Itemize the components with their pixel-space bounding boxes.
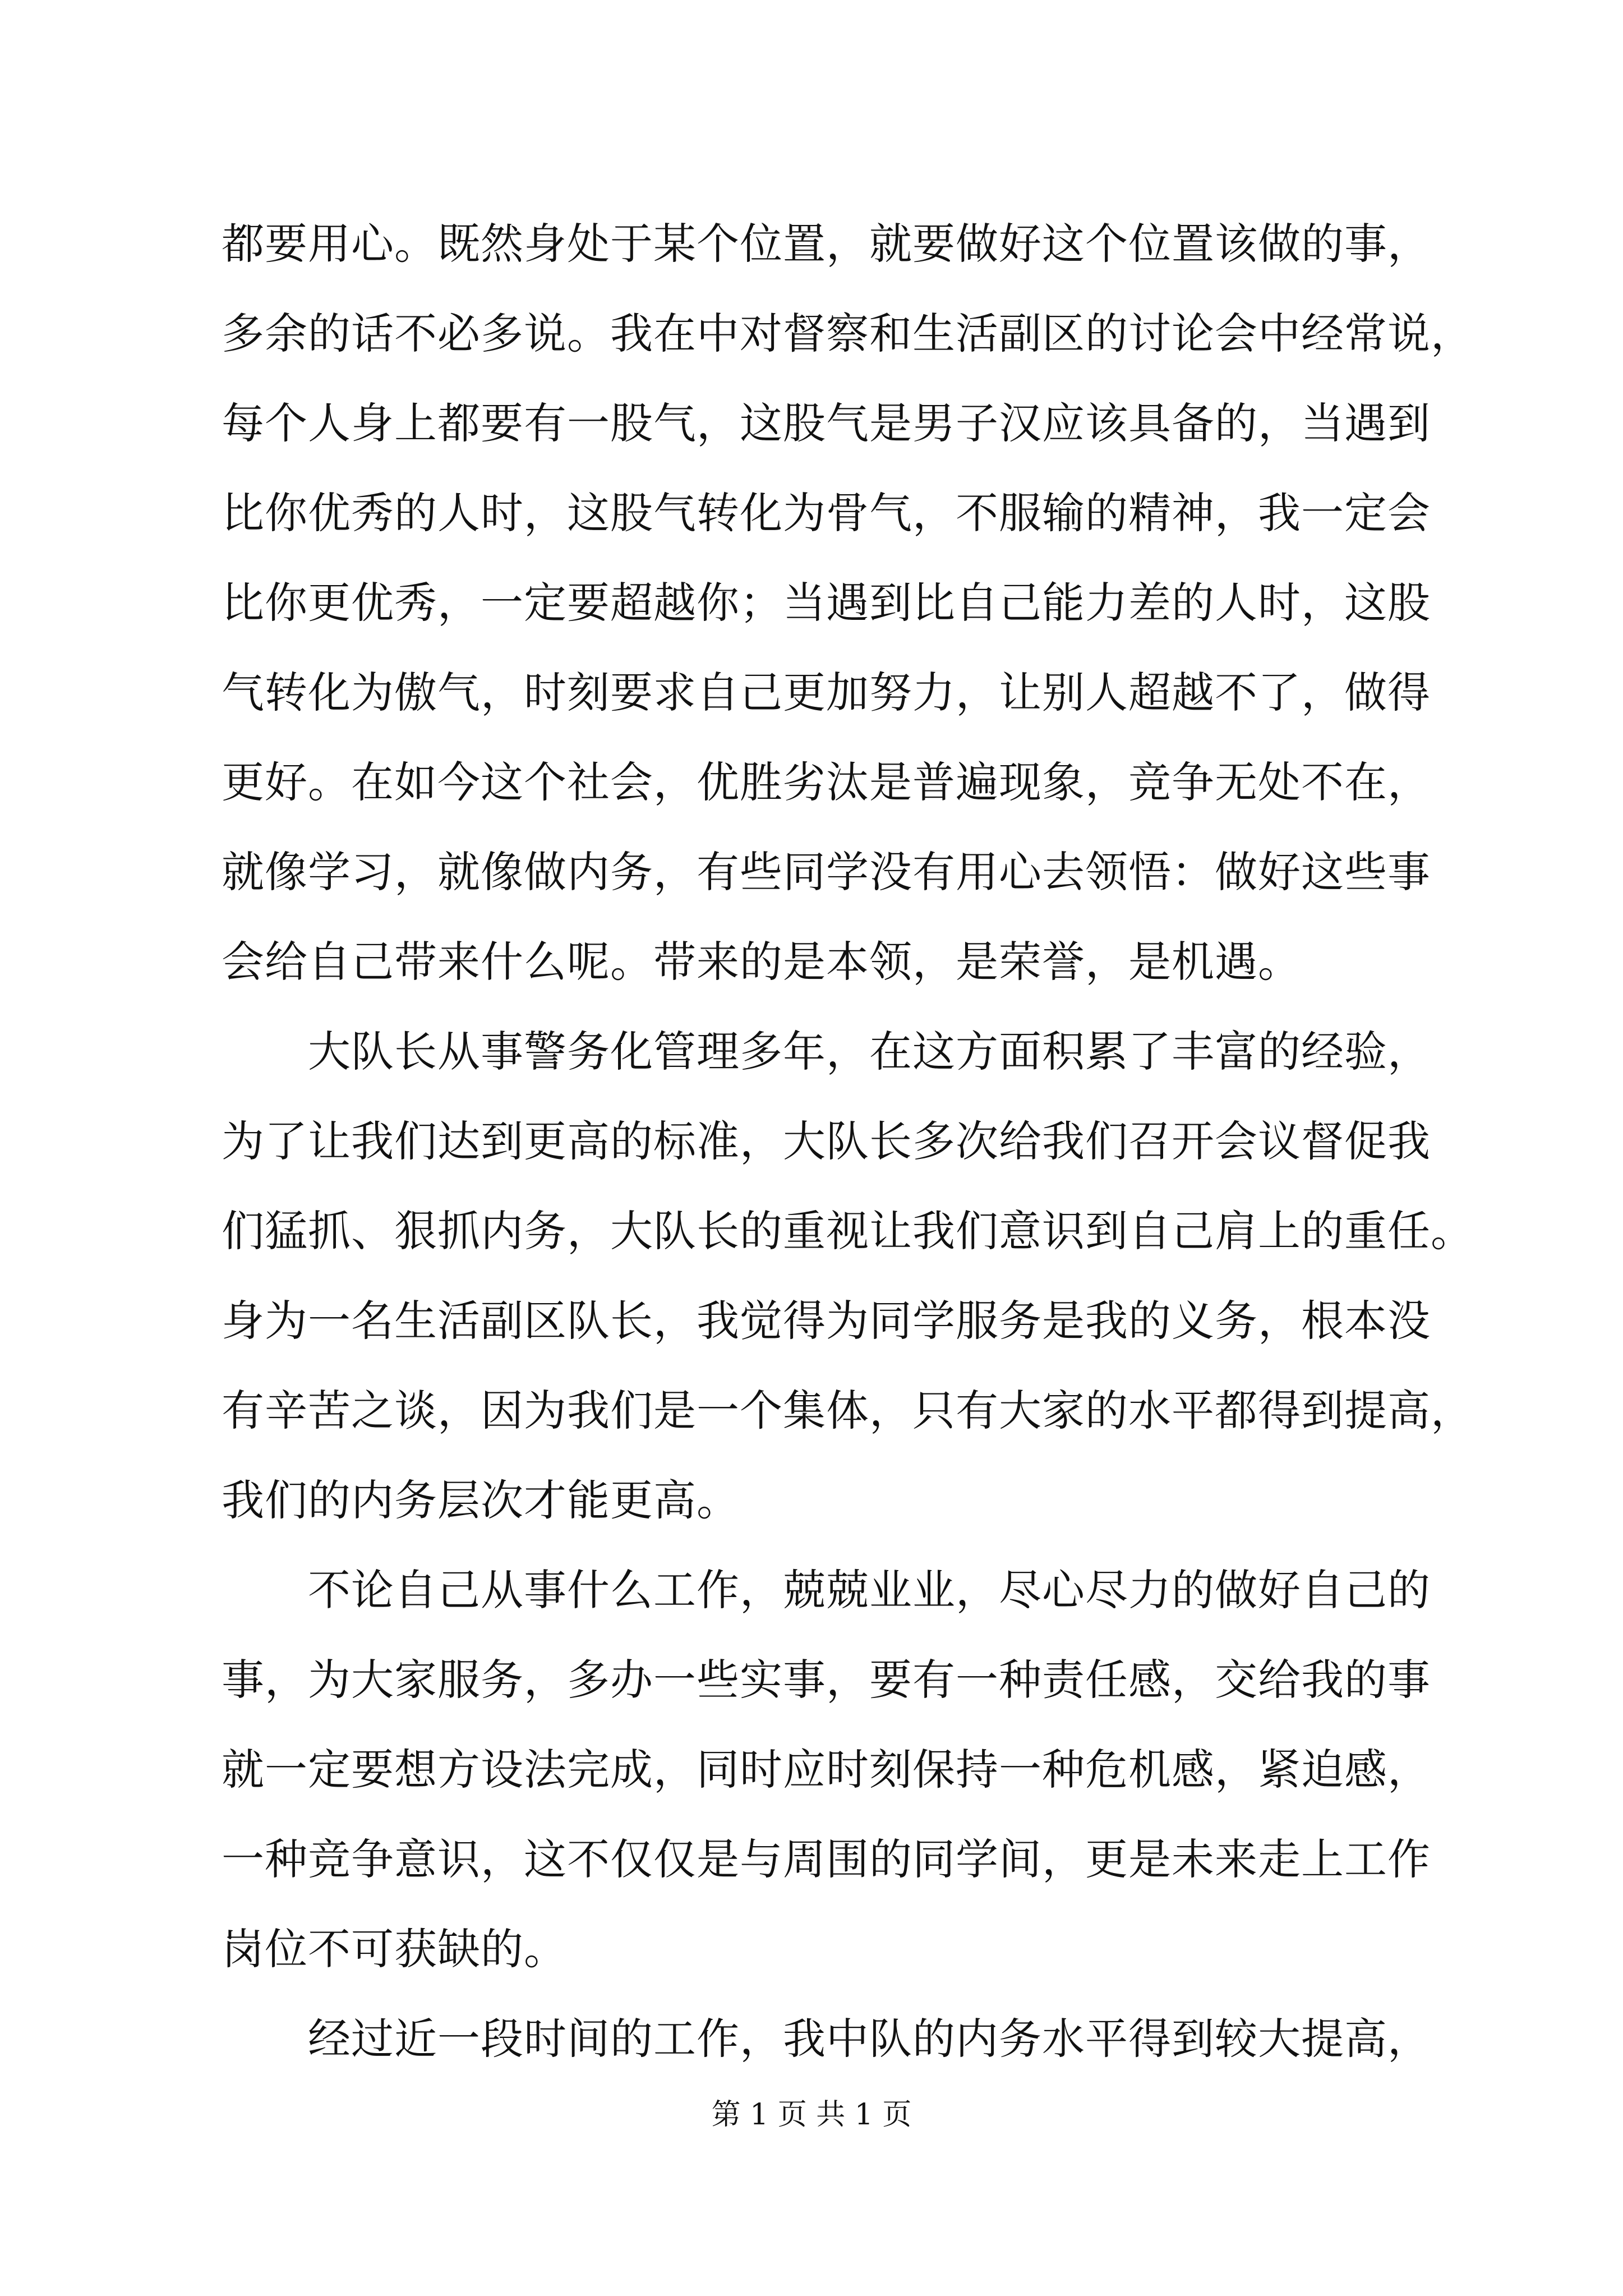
text-line: 多余的话不必多说。我在中对督察和生活副区的讨论会中经常说， [222,309,1474,358]
text-line: 都要用心。既然身处于某个位置，就要做好这个位置该做的事， [222,219,1431,269]
text-line: 会给自己带来什么呢。带来的是本领，是荣誉，是机遇。 [222,937,1301,987]
text-line: 经过近一段时间的工作，我中队的内务水平得到较大提高， [222,2014,1431,2064]
text-line: 就一定要想方设法完成，同时应时刻保持一种危机感，紧迫感， [222,1745,1431,1795]
text-line: 每个人身上都要有一股气，这股气是男子汉应该具备的，当遇到 [222,398,1431,448]
text-line: 比你优秀的人时，这股气转化为骨气，不服输的精神，我一定会 [222,488,1431,538]
document-body [222,199,1489,2084]
text-line: 身为一名生活副区队长，我觉得为同学服务是我的义务，根本没 [222,1296,1431,1346]
text-line: 们猛抓、狠抓内务，大队长的重视让我们意识到自己肩上的重任。 [222,1206,1474,1256]
text-line: 大队长从事警务化管理多年，在这方面积累了丰富的经验， [222,1027,1431,1076]
text-line: 我们的内务层次才能更高。 [222,1475,740,1525]
text-line: 更好。在如今这个社会，优胜劣汰是普遍现象，竞争无处不在， [222,757,1431,807]
text-line: 就像学习，就像做内务，有些同学没有用心去领悟：做好这些事 [222,847,1431,897]
text-line: 岗位不可获缺的。 [222,1924,567,1974]
text-line: 为了让我们达到更高的标准，大队长多次给我们召开会议督促我 [222,1116,1431,1166]
text-line: 事，为大家服务，多办一些实事，要有一种责任感，交给我的事 [222,1655,1431,1705]
page-footer: 第 1 页 共 1 页 [711,2098,912,2132]
text-line: 不论自己从事什么工作，兢兢业业，尽心尽力的做好自己的 [222,1565,1431,1615]
text-line: 一种竞争意识，这不仅仅是与周围的同学间，更是未来走上工作 [222,1834,1431,1884]
text-line: 比你更优秀，一定要超越你；当遇到比自己能力差的人时，这股 [222,578,1431,628]
text-line: 气转化为傲气，时刻要求自己更加努力，让别人超越不了，做得 [222,668,1431,717]
text-line: 有辛苦之谈，因为我们是一个集体，只有大家的水平都得到提高， [222,1386,1474,1435]
